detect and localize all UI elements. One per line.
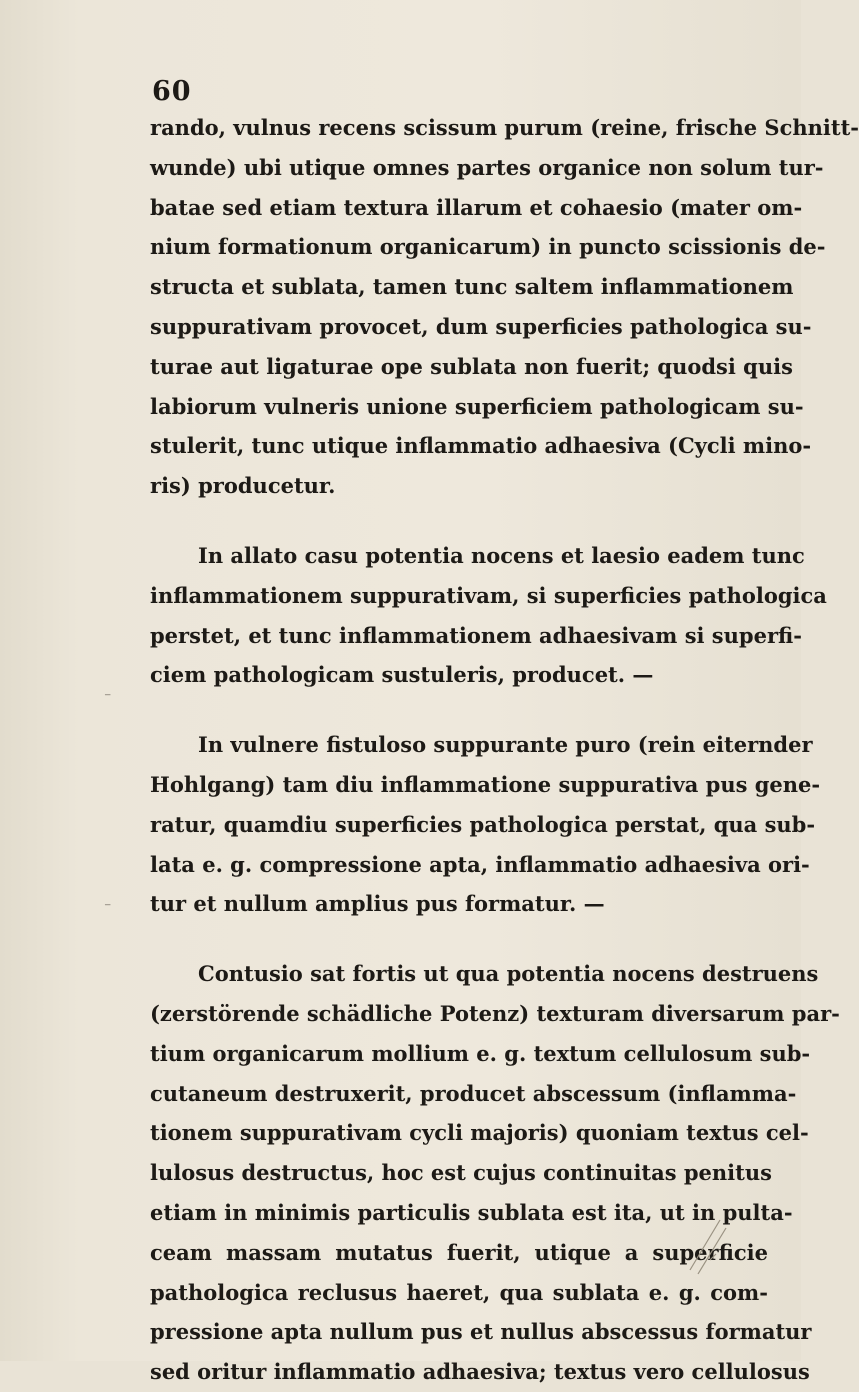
text-line: wunde) ubi utique omnes partes organice non solum tur- [150, 154, 824, 180]
body-text [150, 108, 859, 1392]
text-line: lulosus destructus, hoc est cujus continuitas penitus [150, 1160, 772, 1186]
text-line: rando, vulnus recens scissum purum (reine, frische Schnitt- [150, 115, 859, 140]
paragraph-gap [150, 924, 768, 954]
margin-dash-mark: ⁻ [104, 690, 112, 706]
text-line: structa et sublata, tamen tunc saltem inflammationem [150, 274, 794, 300]
text-line: sed oritur inflammatio adhaesiva; textus vero cellulosus [150, 1359, 810, 1385]
paragraph [150, 108, 859, 506]
paragraph [150, 954, 840, 1392]
text-line: turae aut ligaturae ope sublata non fuerit; quodsi quis [150, 353, 793, 379]
text-line: stulerit, tunc utique inflammatio adhaesiva (Cycli mino- [150, 433, 812, 459]
text-line: suppurativam provocet, dum superficies pathologica su- [150, 313, 812, 339]
text-line: Contusio sat fortis ut qua potentia nocens destruens [198, 961, 819, 987]
margin-dash-mark: ⁻ [104, 900, 112, 916]
text-line: ris) producetur. [150, 473, 336, 499]
text-line: tium organicarum mollium e. g. textum cellulosum sub- [150, 1040, 811, 1066]
paragraph-gap [150, 695, 768, 725]
text-line: cutaneum destruxerit, producet abscessum (inflamma- [150, 1080, 797, 1106]
text-line: inflammationem suppurativam, si superficies pathologica [150, 582, 827, 608]
paragraph [150, 725, 821, 924]
text-line: Hohlgang) tam diu inflammatione suppurativa pus gene- [150, 771, 821, 797]
text-line: ratur, quamdiu superficies pathologica perstat, qua sub- [150, 811, 816, 837]
text-line: perstet, et tunc inflammationem adhaesivam si superfi- [150, 622, 802, 648]
paragraph [150, 536, 827, 695]
text-line: pressione apta nullum pus et nullus abscessus formatur [150, 1319, 812, 1345]
text-line: batae sed etiam textura illarum et cohaesio (mater om- [150, 194, 803, 220]
text-line: lata e. g. compressione apta, inflammatio adhaesiva ori- [150, 851, 810, 877]
text-line: In vulnere fistuloso suppurante puro (rein eiternder [198, 732, 813, 758]
page-number: 60 [152, 76, 192, 107]
text-line: labiorum vulneris unione superficiem pathologicam su- [150, 393, 804, 419]
text-line: tionem suppurativam cycli majoris) quoniam textus cel- [150, 1120, 809, 1146]
pencil-scribble-icon [680, 1200, 750, 1280]
text-line: pathologica reclusus haeret, qua sublata e. g. com- [150, 1279, 768, 1305]
text-line: ceam massam mutatus fuerit, utique a superficie [150, 1239, 768, 1265]
text-line: tur et nullum amplius pus formatur. — [150, 891, 605, 917]
text-line: ciem pathologicam sustuleris, producet. — [150, 662, 654, 688]
text-line: etiam in minimis particulis sublata est ita, ut in pulta- [150, 1199, 793, 1225]
text-line: (zerstörende schädliche Potenz) texturam diversarum par- [150, 1000, 840, 1026]
text-line: In allato casu potentia nocens et laesio eadem tunc [198, 542, 805, 568]
text-line: nium formationum organicarum) in puncto scissionis de- [150, 234, 826, 260]
paragraph-gap [150, 506, 768, 536]
